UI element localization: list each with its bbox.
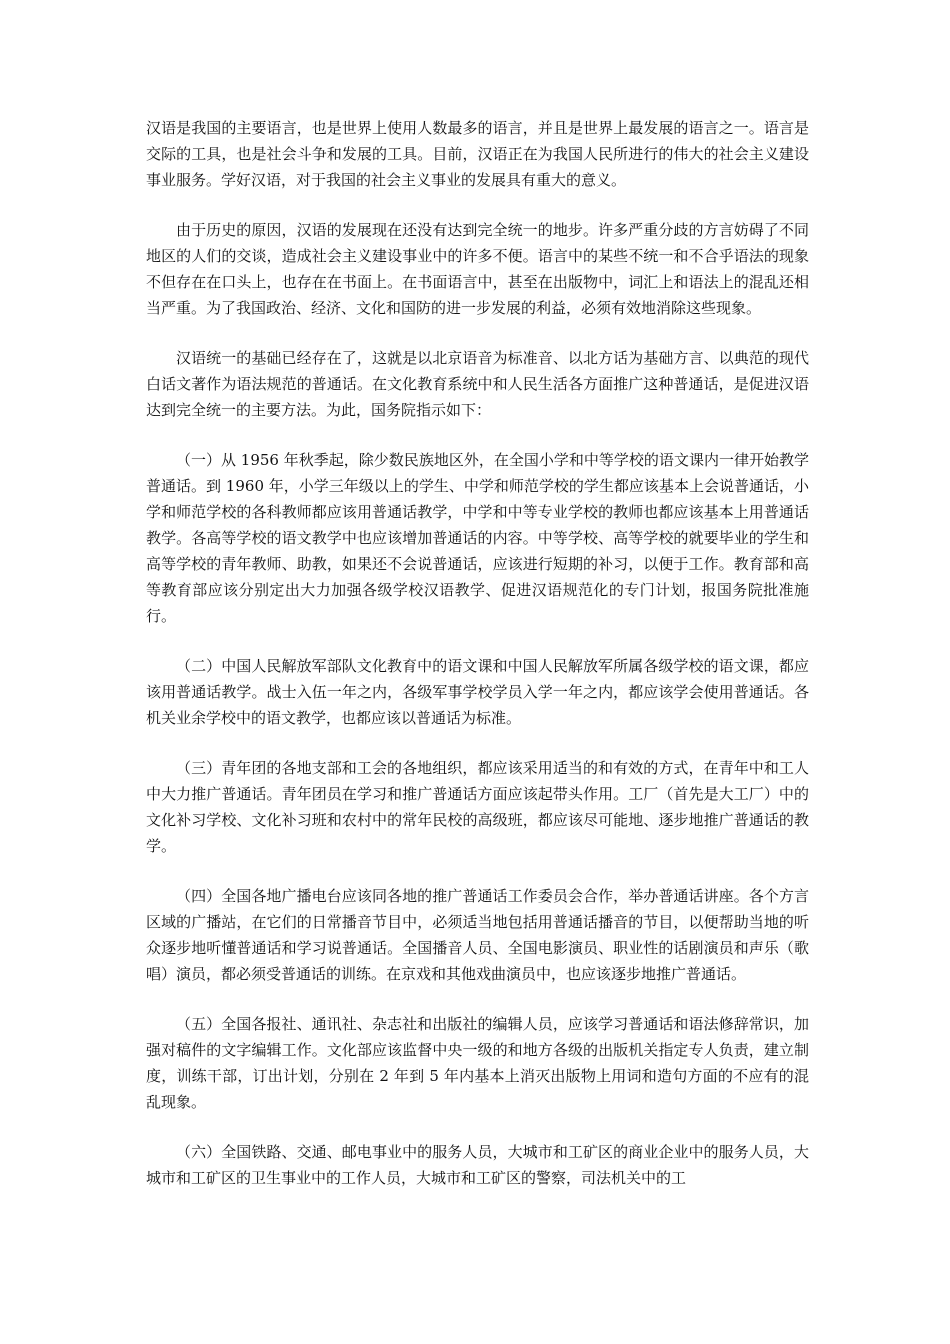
paragraph-item-1: （一）从 1956 年秋季起，除少数民族地区外，在全国小学和中等学校的语文课内一律开始教学普通话。到 1960 年，小学三年级以上的学生、中学和师范学校的学生都应该基本上会说普通话，小学和师范学校的各科教师都应该用普通话教学，中学和中等专业学校的教师也都应该基本上用普通话教学。各高等学校的语文教学中也应该增加普通话的内容。中等学校、高等学校的就要毕业的学生和高等学校的青年教师、助教，如果还不会说普通话，应该进行短期的补习，以便于工作。教育部和高等教育部应该分别定出大力加强各级学校汉语教学、促进汉语规范化的专门计划，报国务院批准施行。 — [146, 451, 809, 625]
paragraph-item-5: （五）全国各报社、通讯社、杂志社和出版社的编辑人员，应该学习普通话和语法修辞常识，加强对稿件的文字编辑工作。文化部应该监督中央一级的和地方各级的出版机关指定专人负责，建立制度，训练干部，订出计划，分别在 2 年到 5 年内基本上消灭出版物上用词和造句方面的不应有的混乱现象。 — [146, 1015, 809, 1111]
paragraph-basis: 汉语统一的基础已经存在了，这就是以北京语音为标准音、以北方话为基础方言、以典范的现代白话文著作为语法规范的普通话。在文化教育系统中和人民生活各方面推广这种普通话，是促进汉语达到完全统一的主要方法。为此，国务院指示如下： — [146, 349, 809, 419]
paragraph-intro: 汉语是我国的主要语言，也是世界上使用人数最多的语言，并且是世界上最发展的语言之一。语言是交际的工具，也是社会斗争和发展的工具。目前，汉语正在为我国人民所进行的伟大的社会主义建设事业服务。学好汉语，对于我国的社会主义事业的发展具有重大的意义。 — [146, 119, 809, 189]
paragraph-history: 由于历史的原因，汉语的发展现在还没有达到完全统一的地步。许多严重分歧的方言妨碍了不同地区的人们的交谈，造成社会主义建设事业中的许多不便。语言中的某些不统一和不合乎语法的现象不但存在在口头上，也存在在书面上。在书面语言中，甚至在出版物中，词汇上和语法上的混乱还相当严重。为了我国政治、经济、文化和国防的进一步发展的利益，必须有效地消除这些现象。 — [146, 221, 809, 317]
paragraph-item-3: （三）青年团的各地支部和工会的各地组织，都应该采用适当的和有效的方式，在青年中和工人中大力推广普通话。青年团员在学习和推广普通话方面应该起带头作用。工厂（首先是大工厂）中的文化补习学校、文化补习班和农村中的常年民校的高级班，都应该尽可能地、逐步地推广普通话的教学。 — [146, 759, 809, 855]
paragraph-item-4: （四）全国各地广播电台应该同各地的推广普通话工作委员会合作，举办普通话讲座。各个方言区域的广播站，在它们的日常播音节目中，必须适当地包括用普通话播音的节目，以便帮助当地的听众逐步地听懂普通话和学习说普通话。全国播音人员、全国电影演员、职业性的话剧演员和声乐（歌唱）演员，都必须受普通话的训练。在京戏和其他戏曲演员中，也应该逐步地推广普通话。 — [146, 887, 809, 983]
paragraph-item-6: （六）全国铁路、交通、邮电事业中的服务人员，大城市和工矿区的商业企业中的服务人员，大城市和工矿区的卫生事业中的工作人员，大城市和工矿区的警察，司法机关中的工 — [146, 1143, 809, 1187]
document-body — [146, 115, 809, 1215]
paragraph-item-2: （二）中国人民解放军部队文化教育中的语文课和中国人民解放军所属各级学校的语文课，都应该用普通话教学。战士入伍一年之内，各级军事学校学员入学一年之内，都应该学会使用普通话。各机关业余学校中的语文教学，也都应该以普通话为标准。 — [146, 657, 809, 727]
